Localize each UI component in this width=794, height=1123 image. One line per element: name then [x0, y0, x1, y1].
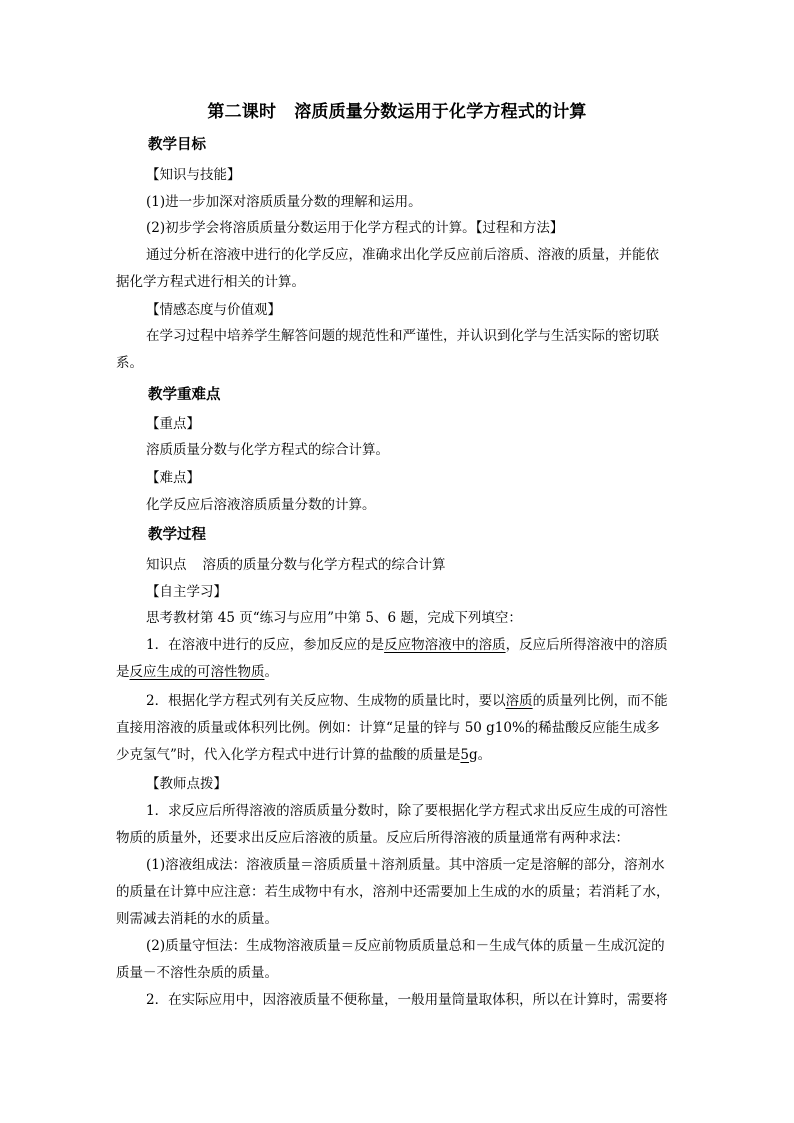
title-topic: 溶质质量分数运用于化学方程式的计算 — [294, 102, 587, 122]
emotion-line-2: 系。 — [116, 355, 143, 371]
label-key-point: 【重点】 — [146, 416, 200, 432]
knowledge-point — [146, 553, 446, 573]
q1-text-a: 1．在溶液中进行的反应，参加反应的是 — [146, 637, 385, 653]
label-emotion-values: 【情感态度与价值观】 — [146, 302, 281, 318]
label-difficulty: 【难点】 — [146, 470, 200, 486]
knowledge-point-label: 知识点 — [146, 557, 187, 573]
process-method-line-1: 通过分析在溶液中进行的化学反应，准确求出化学反应前后溶质、溶液的质量，并能依 — [146, 247, 659, 263]
title-lesson-number: 第二课时 — [207, 102, 277, 122]
question-2-line-2: 直接用溶液的质量或体积列比例。例如：计算“足量的锌与 50 g10%的稀盐酸反应能生成多 — [116, 720, 660, 736]
heading-key-difficulties: 教学重难点 — [148, 387, 221, 403]
q1-text-c: 是 — [116, 664, 130, 680]
q2-text-e: g。 — [469, 747, 492, 763]
teacher-point-1-line-2: 物质的质量外，还要求出反应后溶液的质量。反应后所得溶液的质量通常有两种求法： — [116, 830, 629, 846]
q1-text-d: 。 — [264, 664, 278, 680]
teacher-point-1-line-1: 1．求反应后所得溶液的溶质质量分数时，除了要根据化学方程式求出反应生成的可溶性 — [146, 803, 668, 819]
heading-teaching-process: 教学过程 — [148, 527, 206, 543]
q1-answer-1: 反应物溶液中的溶质 — [384, 637, 506, 653]
q2-text-b: 的质量列比例，而不能 — [532, 693, 668, 709]
emotion-line-1: 在学习过程中培养学生解答问题的规范性和严谨性，并认识到化学与生活实际的密切联 — [146, 328, 659, 344]
teacher-point-2-line-1: (1)溶液组成法：溶液质量＝溶质质量＋溶剂质量。其中溶质一定是溶解的部分，溶剂水 — [146, 857, 665, 873]
teacher-point-2-line-3: 则需减去消耗的水的质量。 — [116, 911, 278, 927]
process-method-line-2: 据化学方程式进行相关的计算。 — [116, 274, 305, 290]
heading-teaching-goals: 教学目标 — [148, 137, 206, 153]
question-1-line-1 — [146, 633, 668, 653]
question-2-line-3 — [116, 743, 491, 763]
q1-answer-2: 反应生成的可溶性物质 — [129, 664, 265, 680]
q1-text-b: ，反应后所得溶液中的溶质 — [505, 637, 668, 653]
question-2-line-1 — [146, 689, 668, 709]
teacher-point-3-line-1: (2)质量守恒法：生成物溶液质量＝反应前物质质量总和－生成气体的质量－生成沉淀的 — [146, 938, 665, 954]
label-teacher-guidance: 【教师点拨】 — [146, 776, 227, 792]
page-title — [0, 97, 794, 122]
q2-answer-1: 溶质 — [505, 693, 533, 709]
teacher-point-2-line-2: 的质量在计算中应注意：若生成物中有水，溶剂中还需要加上生成的水的质量；若消耗了水， — [116, 884, 670, 900]
teacher-point-4-line-1: 2．在实际应用中，因溶液质量不便称量，一般用量筒量取体积，所以在计算时，需要将 — [146, 992, 668, 1008]
key-point-text: 溶质质量分数与化学方程式的综合计算。 — [146, 442, 389, 458]
q2-text-d: 少克氢气”时，代入化学方程式中进行计算的盐酸的质量是 — [116, 747, 461, 763]
goal-item-1: (1)进一步加深对溶质质量分数的理解和运用。 — [146, 194, 422, 210]
goal-item-2: (2)初步学会将溶质质量分数运用于化学方程式的计算。【过程和方法】 — [146, 220, 564, 236]
q2-text-a: 2．根据化学方程式列有关反应物、生成物的质量比时，要以 — [146, 693, 506, 709]
teacher-point-3-line-2: 质量－不溶性杂质的质量。 — [116, 965, 278, 981]
label-knowledge-skills: 【知识与技能】 — [146, 167, 241, 183]
self-study-intro: 思考教材第 45 页“练习与应用”中第 5、6 题，完成下列填空： — [146, 610, 522, 626]
difficulty-text: 化学反应后溶液溶质质量分数的计算。 — [146, 497, 376, 513]
knowledge-point-topic: 溶质的质量分数与化学方程式的综合计算 — [202, 557, 446, 573]
q2-answer-2: 5 — [460, 747, 469, 763]
question-1-line-2 — [116, 660, 278, 680]
label-self-study: 【自主学习】 — [146, 584, 227, 600]
